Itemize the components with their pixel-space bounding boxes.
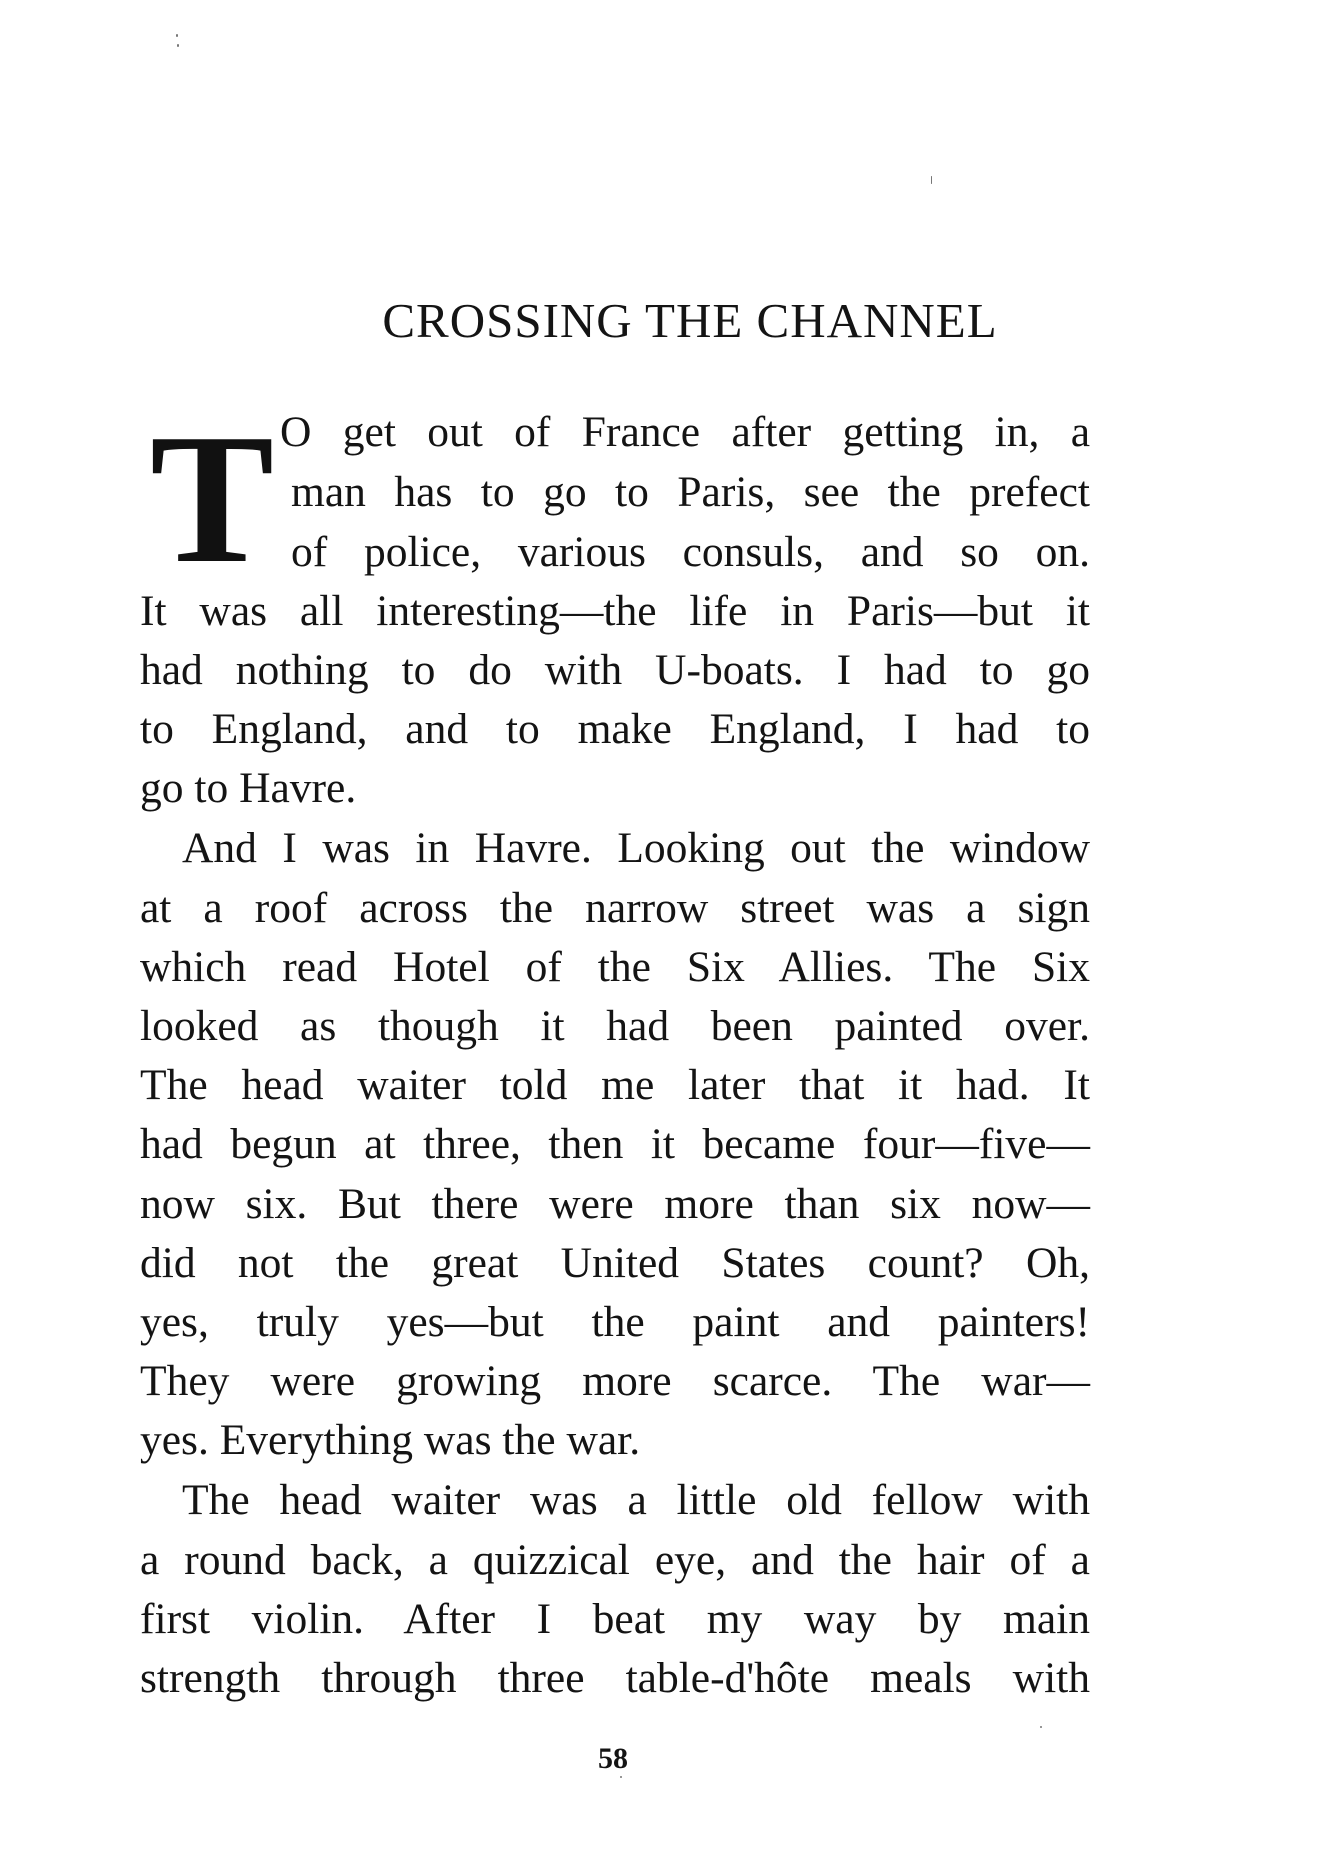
print-speck [620,1776,622,1778]
paragraph2-line11: yes. Everything was the war. [140,1416,641,1464]
print-speck [177,44,179,47]
paragraph3-line2: a round back, a quizzical eye, and the hair of a [140,1536,1090,1584]
paragraph1-line6: to England, and to make England, I had to [140,705,1090,753]
paragraph2-line8: did not the great United States count? Oh, [140,1239,1090,1287]
drop-cap: T [150,396,275,602]
paragraph2-line10: They were growing more scarce. The war— [140,1357,1090,1405]
paragraph1-line7: go to Havre. [140,764,357,812]
paragraph2-line3: which read Hotel of the Six Allies. The Six [140,943,1090,991]
paragraph1-line2: man has to go to Paris, see the prefect [291,468,1090,516]
paragraph1-line5: had nothing to do with U-boats. I had to go [140,646,1090,694]
print-speck [176,34,178,37]
page-number: 58 [598,1742,628,1775]
paragraph2-line6: had begun at three, then it became four—five— [140,1120,1090,1168]
paragraph2-line5: The head waiter told me later that it had. It [140,1061,1090,1109]
chapter-title: CROSSING THE CHANNEL [382,293,998,348]
paragraph2-line7: now six. But there were more than six now— [140,1180,1090,1228]
paragraph2-line9: yes, truly yes—but the paint and painters! [140,1298,1090,1346]
paragraph1-line4: It was all interesting—the life in Paris—but it [140,587,1090,635]
paragraph1-line3: of police, various consuls, and so on. [291,528,1090,576]
print-speck [931,176,932,184]
paragraph3-line3: first violin. After I beat my way by main [140,1595,1090,1643]
paragraph2-line1: And I was in Havre. Looking out the window [182,824,1090,872]
paragraph2-line4: looked as though it had been painted over. [140,1002,1090,1050]
paragraph2-line2: at a roof across the narrow street was a sign [140,884,1090,932]
paragraph1-line1: O get out of France after getting in, a [280,408,1090,456]
paragraph3-line4: strength through three table-d'hôte meals with [140,1654,1090,1702]
print-speck [1040,1726,1042,1728]
paragraph3-line1: The head waiter was a little old fellow with [182,1476,1090,1524]
